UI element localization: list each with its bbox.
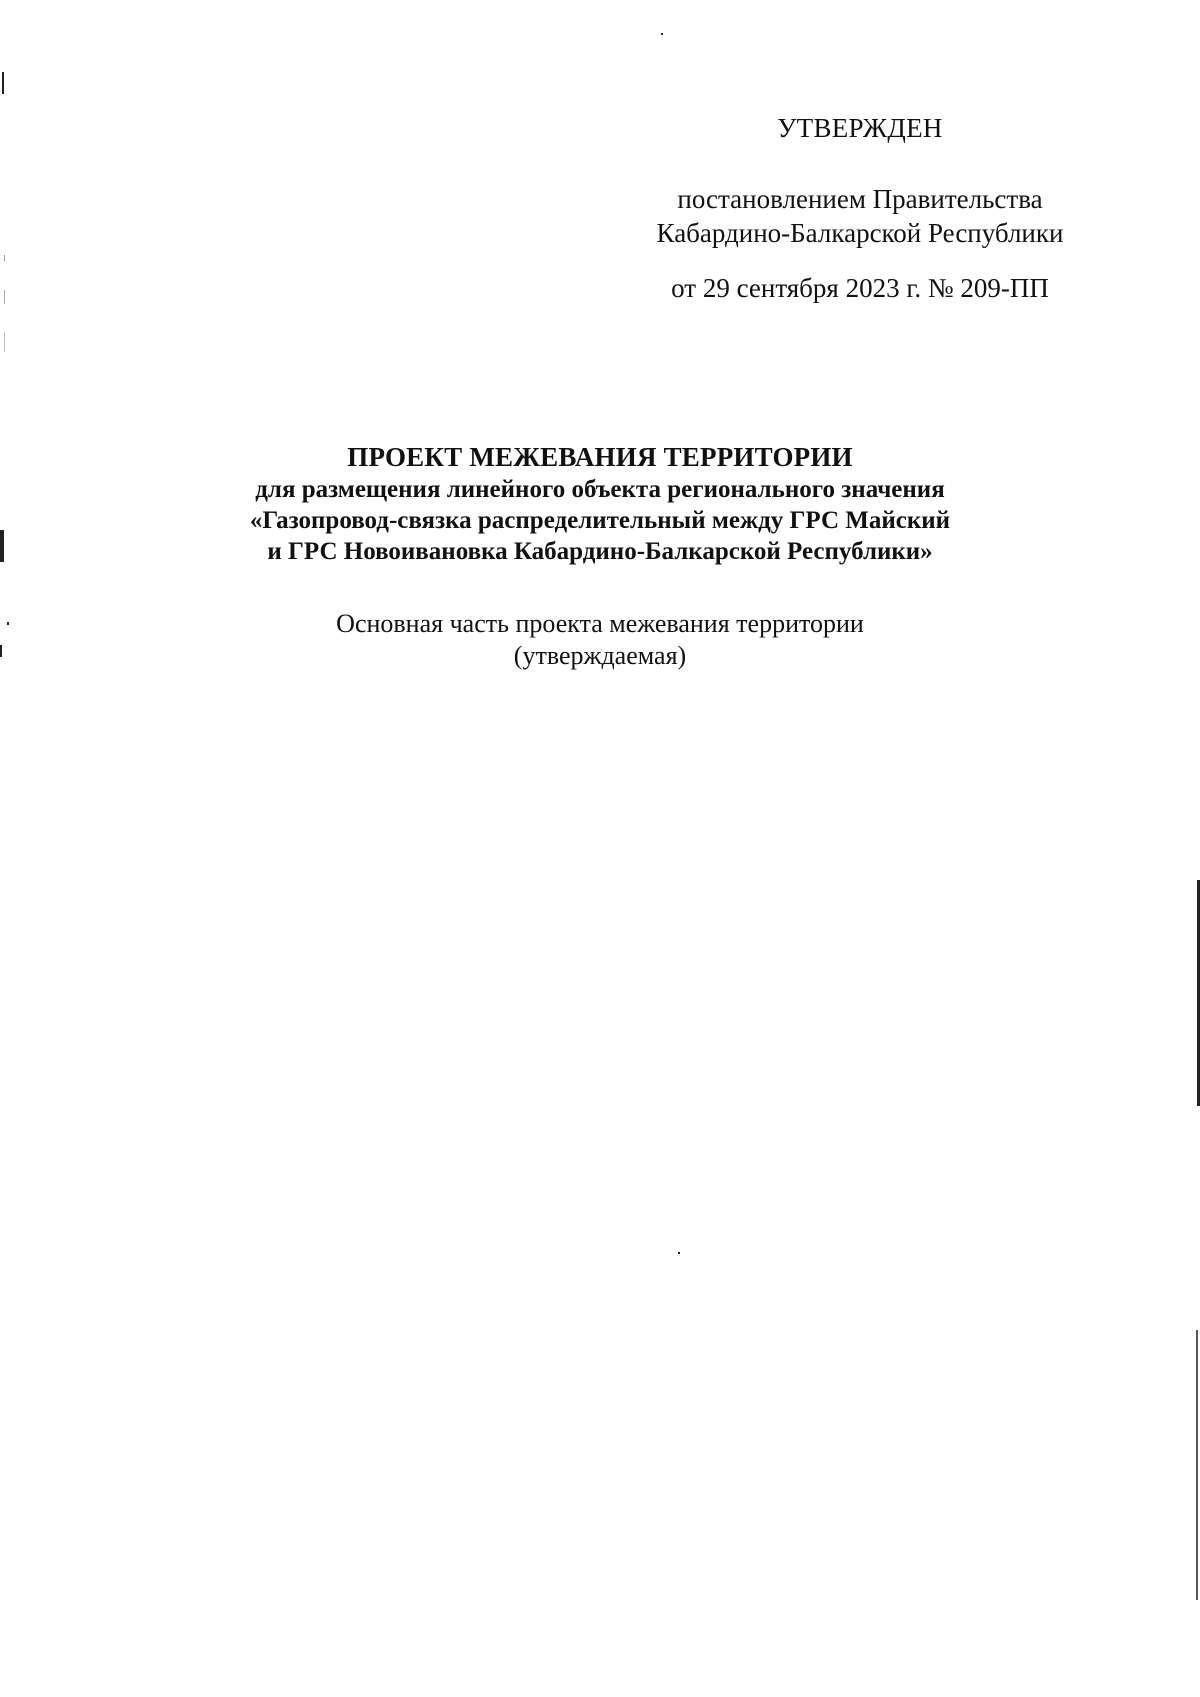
title-line-2: «Газопровод-связка распределительный между ГРС Майский	[249, 507, 951, 534]
scan-mark-left-2	[4, 255, 5, 261]
scan-dot-top	[661, 33, 663, 35]
resolution-line-1: постановлением Правительства	[677, 184, 1043, 214]
scan-mark-left-5	[0, 530, 4, 562]
document-title-block	[180, 440, 1020, 567]
scan-mark-left-3	[4, 290, 5, 304]
scan-mark-left-1	[2, 72, 4, 94]
resolution-text	[600, 182, 1120, 250]
scan-dot-bottom	[678, 1252, 680, 1254]
document-subtitle-block	[180, 608, 1020, 672]
document-title: ПРОЕКТ МЕЖЕВАНИЯ ТЕРРИТОРИИ	[347, 442, 853, 472]
scan-mark-left-6	[7, 622, 9, 625]
scan-mark-right-2	[1196, 1330, 1198, 1600]
resolution-date: от 29 сентября 2023 г. № 209-ПП	[671, 273, 1049, 303]
title-line-3: и ГРС Новоивановка Кабардино-Балкарской Республики»	[267, 538, 933, 565]
scan-mark-left-7	[0, 645, 2, 657]
scan-mark-left-4	[4, 332, 5, 352]
subtitle-line-1: Основная часть проекта межевания территории	[336, 609, 864, 638]
title-line-1: для размещения линейного объекта регионального значения	[255, 476, 945, 503]
subtitle-line-2: (утверждаемая)	[513, 641, 687, 670]
approved-heading: УТВЕРЖДЕН	[777, 113, 943, 143]
resolution-line-2: Кабардино-Балкарской Республики	[656, 218, 1064, 248]
